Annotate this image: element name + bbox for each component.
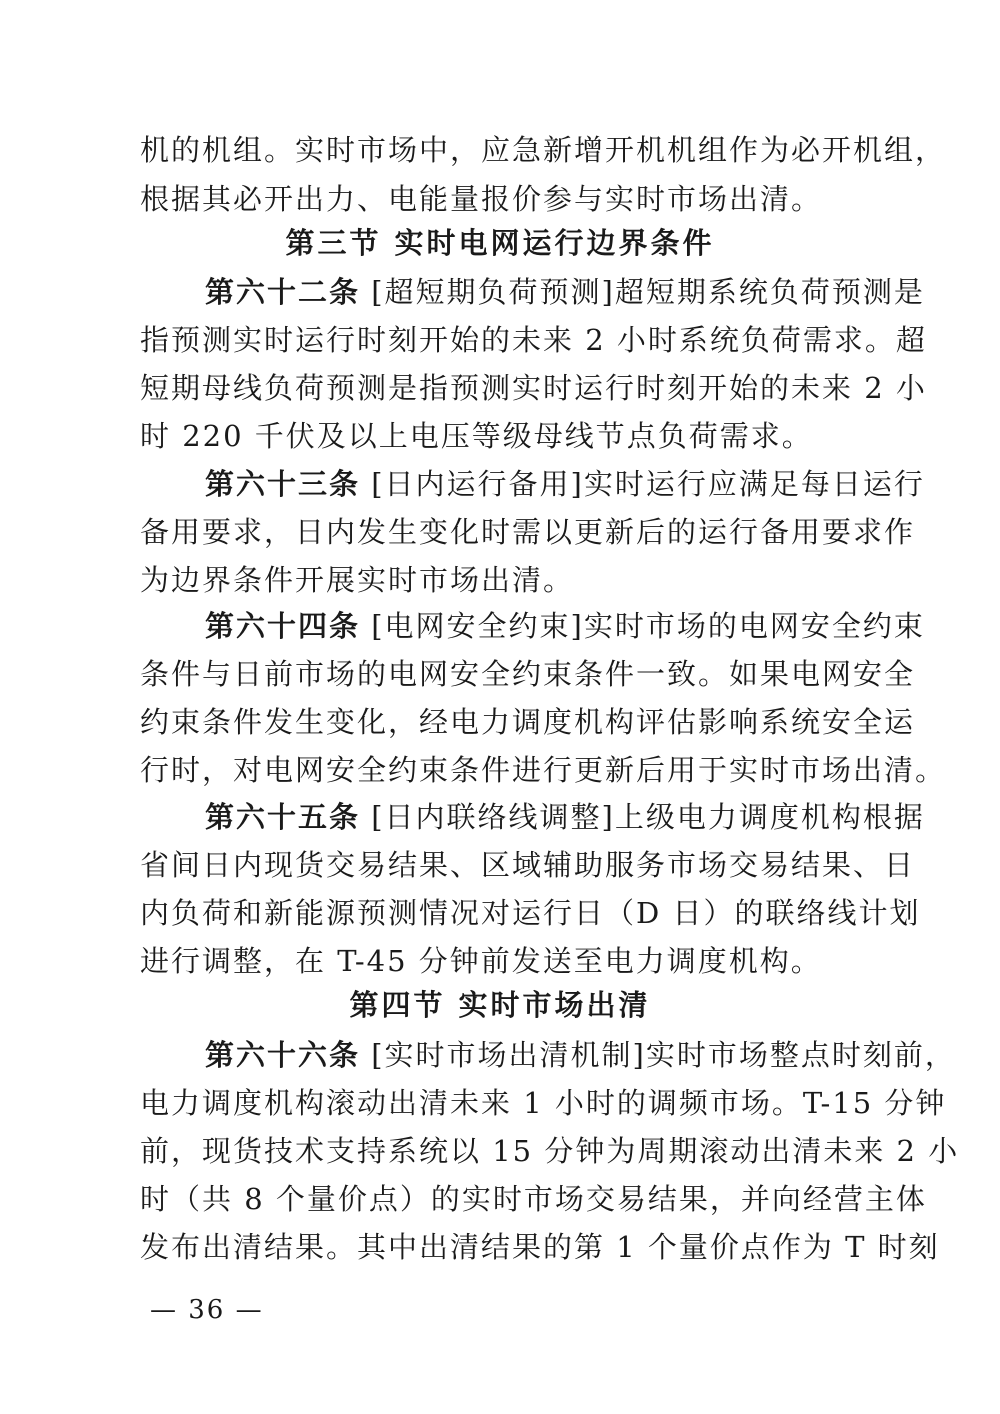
text-line: 时 220 千伏及以上电压等级母线节点负荷需求。 [140,419,813,453]
article-title: 第六十二条 [205,275,361,309]
article-64-line [205,606,925,646]
text-line: 短期母线负荷预测是指预测实时运行时刻开始的未来 2 小 [140,371,927,405]
text-line: 省间日内现货交易结果、区域辅助服务市场交易结果、日 [140,848,916,882]
text-line: 机的机组。实时市场中，应急新增开机机组作为必开机组， [140,133,947,167]
text-line: 进行调整，在 T-45 分钟前发送至电力调度机构。 [140,944,822,978]
text-line: 指预测实时运行时刻开始的未来 2 小时系统负荷需求。超 [140,323,927,357]
section-heading: 第三节 实时电网运行边界条件 [285,226,715,260]
text-line: 备用要求，日内发生变化时需以更新后的运行备用要求作 [140,515,916,549]
page-number: — 36 — [150,1295,264,1325]
article-text: [电网安全约束]实时市场的电网安全约束 [360,609,925,643]
text-line: 电力调度机构滚动出清未来 1 小时的调频市场。T-15 分钟 [140,1086,947,1120]
article-text: [实时市场出清机制]实时市场整点时刻前， [360,1038,956,1072]
text-line: 发布出清结果。其中出清结果的第 1 个量价点作为 T 时刻 [140,1230,940,1264]
section-heading: 第四节 实时市场出清 [349,988,651,1022]
article-text: [超短期负荷预测]超短期系统负荷预测是 [360,275,925,309]
article-title: 第六十三条 [205,467,361,501]
article-title: 第六十六条 [205,1038,361,1072]
article-66-line [205,1035,956,1075]
text-line: 行时，对电网安全约束条件进行更新后用于实时市场出清。 [140,753,947,787]
article-text: [日内联络线调整]上级电力调度机构根据 [360,800,925,834]
text-line: 时（共 8 个量价点）的实时市场交易结果，并向经营主体 [140,1182,927,1216]
article-title: 第六十四条 [205,609,361,643]
text-line: 内负荷和新能源预测情况对运行日（D 日）的联络线计划 [140,896,921,930]
article-62-line [205,272,925,312]
article-title: 第六十五条 [205,800,361,834]
text-line: 约束条件发生变化，经电力调度机构评估影响系统安全运 [140,705,916,739]
article-65-line [205,797,925,837]
text-line: 条件与日前市场的电网安全约束条件一致。如果电网安全 [140,657,916,691]
text-line: 根据其必开出力、电能量报价参与实时市场出清。 [140,182,823,216]
text-line: 前，现货技术支持系统以 15 分钟为周期滚动出清未来 2 小 [140,1134,960,1168]
text-line: 为边界条件开展实时市场出清。 [140,563,575,597]
article-text: [日内运行备用]实时运行应满足每日运行 [360,467,925,501]
article-63-line [205,464,925,504]
